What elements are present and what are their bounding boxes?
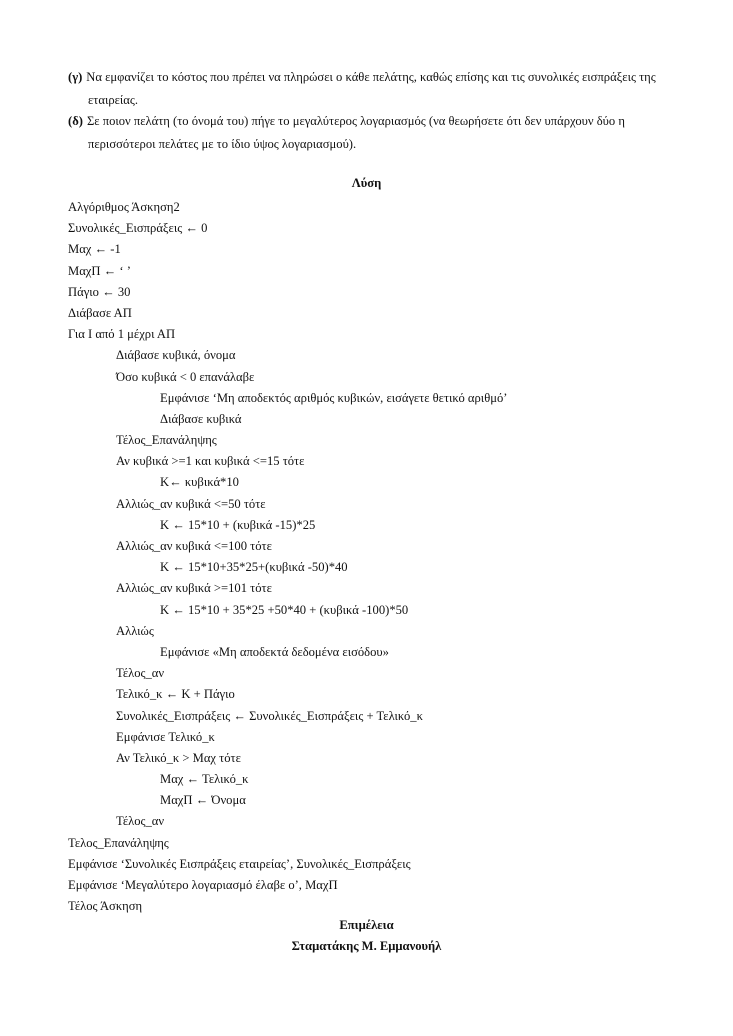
code-line: Αλλιώς_αν κυβικά <=50 τότε bbox=[116, 496, 266, 511]
code-line: Συνολικές_Εισπράξεις ← Συνολικές_Εισπράξεις + Τελικό_κ bbox=[116, 708, 423, 723]
question-item-g bbox=[68, 66, 668, 112]
code-line: Κ ← 15*10 + (κυβικά -15)*25 bbox=[160, 517, 316, 532]
code-line: Αλγόριθμος Άσκηση2 bbox=[68, 200, 180, 214]
code-line: Όσο κυβικά < 0 επανάλαβε bbox=[116, 369, 255, 384]
item-g-text-line1: Να εμφανίζει το κόστος που πρέπει να πληρώσει ο κάθε πελάτης, καθώς επίσης και τις συνολικές εισπράξεις της bbox=[86, 70, 656, 84]
code-line: Αν κυβικά >=1 και κυβικά <=15 τότε bbox=[116, 454, 305, 469]
code-line: Τέλος_αν bbox=[116, 814, 165, 829]
code-line: Τέλος_Επανάληψης bbox=[116, 433, 217, 448]
item-g-tag: (γ) bbox=[68, 70, 83, 84]
question-item-d bbox=[68, 110, 668, 156]
code-line: Διάβασε ΑΠ bbox=[68, 305, 132, 320]
code-line: Συνολικές_Εισπράξεις ← 0 bbox=[68, 221, 208, 236]
item-g-text-line2: εταιρείας. bbox=[88, 93, 139, 107]
code-line: Κ ← 15*10 + 35*25 +50*40 + (κυβικά -100)*50 bbox=[160, 602, 409, 617]
code-line: Κ← κυβικά*10 bbox=[160, 475, 239, 490]
code-line: Εμφάνισε ‘Μη αποδεκτός αριθμός κυβικών, εισάγετε θετικό αριθμό’ bbox=[160, 390, 508, 405]
code-line: Για Ι από 1 μέχρι ΑΠ bbox=[68, 327, 176, 342]
code-line: Μαχ ← Τελικό_κ bbox=[160, 772, 249, 787]
code-line: Αλλιώς bbox=[116, 623, 154, 638]
code-line: Πάγιο ← 30 bbox=[68, 284, 131, 299]
algorithm-code bbox=[68, 197, 507, 917]
code-line: Εμφάνισε ‘Συνολικές Εισπράξεις εταιρείας’, Συνολικές_Εισπράξεις bbox=[68, 856, 411, 871]
code-line: Τελικό_κ ← Κ + Πάγιο bbox=[116, 687, 235, 702]
code-line: Εμφάνισε «Μη αποδεκτά δεδομένα εισόδου» bbox=[160, 644, 389, 659]
code-line: Διάβασε κυβικά bbox=[160, 411, 242, 426]
code-line: Εμφάνισε Τελικό_κ bbox=[116, 729, 215, 744]
code-line: Κ ← 15*10+35*25+(κυβικά -50)*40 bbox=[160, 560, 348, 575]
code-line: Τέλος_αν bbox=[116, 666, 165, 681]
code-line: Εμφάνισε ‘Μεγαλύτερο λογαριασμό έλαβε ο’, ΜαχΠ bbox=[68, 878, 338, 892]
code-line: Αλλιώς_αν κυβικά <=100 τότε bbox=[116, 539, 272, 553]
item-d-tag: (δ) bbox=[68, 114, 83, 128]
code-line: Αν Τελικό_κ > Μαχ τότε bbox=[116, 750, 241, 765]
code-line: ΜαχΠ ← ‘ ’ bbox=[68, 263, 131, 278]
code-line: Τέλος Άσκηση bbox=[68, 899, 143, 914]
code-line: Αλλιώς_αν κυβικά >=101 τότε bbox=[116, 581, 272, 596]
solution-title: Λύση bbox=[351, 176, 382, 190]
item-d-text-line2: περισσότεροι πελάτες με το ίδιο ύψος λογαριασμού). bbox=[88, 137, 357, 151]
footer-author: Σταματάκης Μ. Εμμανουήλ bbox=[291, 939, 442, 953]
item-d-text-line1: Σε ποιον πελάτη (το όνομά του) πήγε το μεγαλύτερος λογαριασμός (να θεωρήσετε ότι δεν υπάρχουν δύο η bbox=[86, 114, 625, 128]
code-line: Μαχ ← -1 bbox=[68, 242, 121, 257]
code-line: Διάβασε κυβικά, όνομα bbox=[116, 348, 236, 363]
code-line: ΜαχΠ ← Όνομα bbox=[160, 793, 246, 808]
code-line: Τελος_Επανάληψης bbox=[68, 835, 169, 850]
footer-label: Επιμέλεια bbox=[339, 918, 394, 932]
